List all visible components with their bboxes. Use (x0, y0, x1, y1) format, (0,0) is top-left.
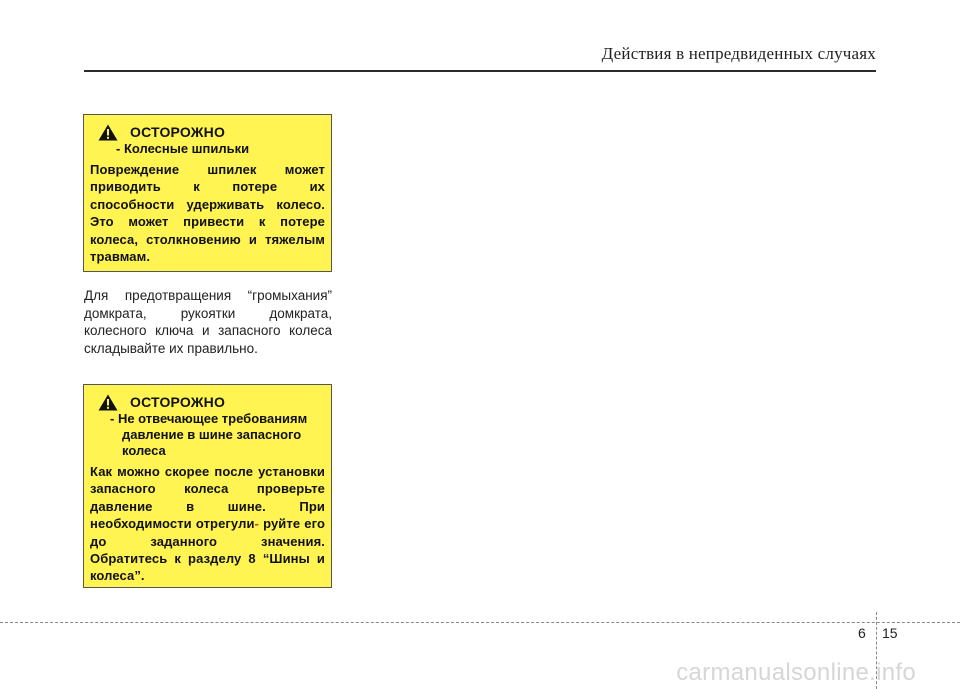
warning-title: ОСТОРОЖНО (130, 124, 226, 140)
warning-text-part1: Как можно скорее после установки запасного колеса проверьте давление в шине. При необходимости отрегули (90, 464, 325, 532)
warning-triangle-icon (98, 394, 118, 411)
footer-dashed-line (0, 622, 960, 623)
warning-header (98, 123, 325, 141)
warning-subtitle: - Не отвечающее требованиям давление в шине запасного колеса (110, 411, 308, 458)
warning-triangle-icon (98, 124, 118, 141)
warning-hyphen: - (254, 516, 259, 532)
warning-subtitle: - Колесные шпильки (116, 141, 250, 156)
chapter-number: 6 (858, 625, 866, 641)
page-number: 15 (882, 625, 898, 641)
warning-title: ОСТОРОЖНО (130, 394, 226, 410)
warning-box-spare-pressure (83, 384, 332, 588)
page-header-title: Действия в непредвиденных случаях (601, 44, 876, 63)
warning-text-part2: руйте его до заданного значения. Обратитесь к разделу 8 “Шины и колеса”. (90, 516, 325, 584)
body-paragraph: Для предотвращения “громыхания” домкрата, рукоятки домкрата, колесного ключа и запасного колеса складывайте их правильно. (84, 288, 332, 356)
warning-text (90, 463, 325, 585)
watermark: carmanualsonline.info (676, 659, 916, 686)
header-divider (84, 70, 876, 72)
warning-box-wheel-studs (83, 114, 332, 272)
warning-header (98, 393, 325, 411)
warning-text: Повреждение шпилек может приводить к потере их способности удерживать колесо. Это может привести к потере колеса, столкновению и тяжелым травмам. (90, 162, 325, 265)
